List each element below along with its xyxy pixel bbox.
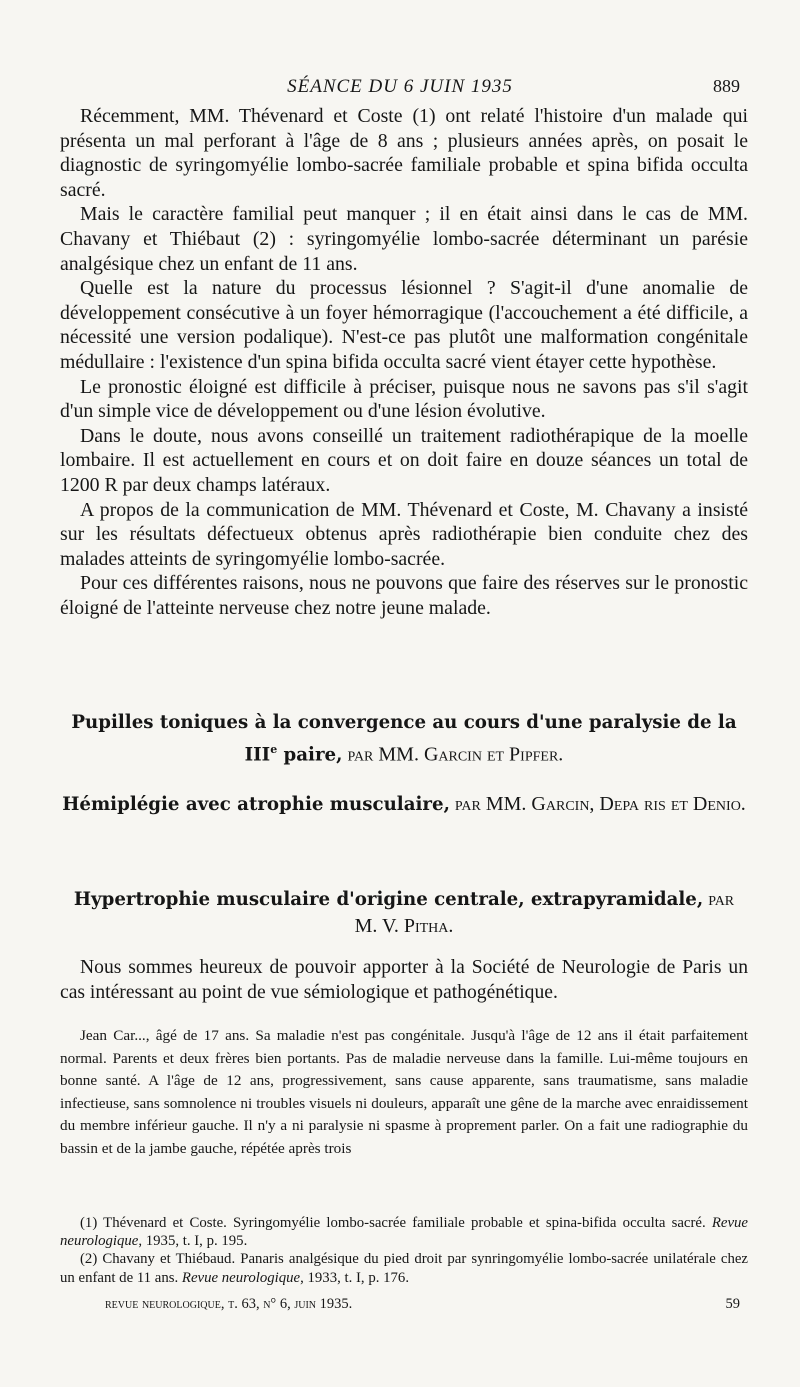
paragraph: Mais le caractère familial peut manquer ; il en était ainsi dans le cas de MM. Chavany et Thiébaut (2) : syringomyélie lombo-sacrée déterminant un parésie analgésique chez un enfant de 11 ans.: [60, 203, 748, 275]
running-head: [60, 76, 740, 100]
heading-title: Hypertrophie musculaire d'origine centrale, extrapyramidale,: [73, 889, 704, 910]
footnote-ref: , 1935, t. I, p. 195.: [138, 1233, 248, 1250]
heading-title: Pupilles toniques à la convergence au cours d'une paralysie de la III: [71, 712, 737, 766]
case-report: Jean Car..., âgé de 17 ans. Sa maladie n'est pas congénitale. Jusqu'à l'âge de 12 ans il était parfaitement normal. Parents et deux frères bien portants. Pas de maladie nerveuse dans la famille. Lui-même toujours en bonne santé. A l'âge de 12 ans, progressivement, sans cause apparente, sans traumatisme, sans maladie infectieuse, sans somnolence ni troubles visuels ni douleurs, apparaît une gêne de la marche avec enraidissement du membre inférieur gauche. Il n'y a ni paralysie ni spasme à proprement parler. On a fait une radiographie du bassin et de la jambe gauche, répétée après trois: [60, 1027, 748, 1157]
footnote: [60, 1250, 748, 1286]
section-heading: [60, 709, 748, 769]
section-heading: [60, 886, 748, 940]
paragraph: Quelle est la nature du processus lésionnel ? S'agit-il d'une anomalie de développement consécutive à un foyer hémorragique (l'accouchement a été difficile, a nécessité une version podalique). N'est-ce pas plutôt une malformation congénitale médullaire : l'existence d'un spina bifida occulta sacré vient étayer cette hypothèse.: [60, 277, 748, 373]
intro-block: [60, 955, 748, 1005]
body-text: [60, 104, 748, 620]
heading-title: Hémiplégie avec atrophie musculaire,: [62, 794, 450, 815]
paragraph: Pour ces différentes raisons, nous ne pouvons que faire des réserves sur le pronostic éloigné de l'atteinte nerveuse chez notre jeune malade.: [60, 572, 748, 619]
journal-line: revue neurologique, t. 63, n° 6, juin 1935.: [105, 1296, 353, 1312]
page-number: 889: [713, 76, 740, 96]
footnote-journal: Revue neurologique: [181, 1269, 301, 1286]
footnote-journal: Revue neurologique: [60, 1215, 748, 1250]
heading-authors: par MM. Garcin et Pipfer.: [347, 743, 564, 766]
signature-mark: 59: [725, 1296, 740, 1312]
heading-authors: par M. V. Pitha.: [354, 888, 735, 937]
heading-title: paire,: [277, 744, 343, 766]
footnote-text: (2) Chavany et Thiébaud. Panaris analgésique du pied droit par synringomyélie lombo-sacrée unilatérale chez un enfant de 11 ans.: [60, 1251, 748, 1286]
paragraph: A propos de la communication de MM. Thévenard et Coste, M. Chavany a insisté sur les résultats défectueux obtenus après radiothérapie bien conduite chez des malades atteints de syringomyélie lombo-sacrée.: [60, 498, 748, 570]
intro-paragraph: Nous sommes heureux de pouvoir apporter à la Société de Neurologie de Paris un cas intéressant au point de vue sémiologique et pathogénétique.: [60, 957, 748, 1003]
footnote-text: (1) Thévenard et Coste. Syringomyélie lombo-sacrée familiale probable et spina-bifida occulta sacré.: [80, 1215, 712, 1231]
paragraph: Dans le doute, nous avons conseillé un traitement radiothérapique de la moelle lombaire. Il est actuellement en cours et on doit faire en douze séances un total de 1200 R par deux champs latéraux.: [60, 424, 748, 496]
heading-title-superscript: e: [270, 743, 278, 756]
section-heading: [60, 791, 748, 818]
footnote-ref: , 1933, t. I, p. 176.: [300, 1269, 410, 1286]
footnote: [60, 1214, 748, 1250]
footnotes: [60, 1214, 748, 1287]
paragraph: Récemment, MM. Thévenard et Coste (1) ont relaté l'histoire d'un malade qui présenta un mal perforant à l'âge de 8 ans ; plusieurs années après, on posait le diagnostic de syringomyélie lombo-sacrée familiale probable et spina bifida occulta sacré.: [60, 105, 748, 201]
heading-authors: par MM. Garcin, Depa ris et Denio.: [454, 793, 746, 815]
page-footer: [60, 1296, 740, 1316]
running-title: SÉANCE DU 6 JUIN 1935: [287, 76, 513, 97]
paragraph: Le pronostic éloigné est difficile à préciser, puisque nous ne savons pas s'il s'agit d'un simple vice de développement ou d'une lésion évolutive.: [60, 375, 748, 423]
